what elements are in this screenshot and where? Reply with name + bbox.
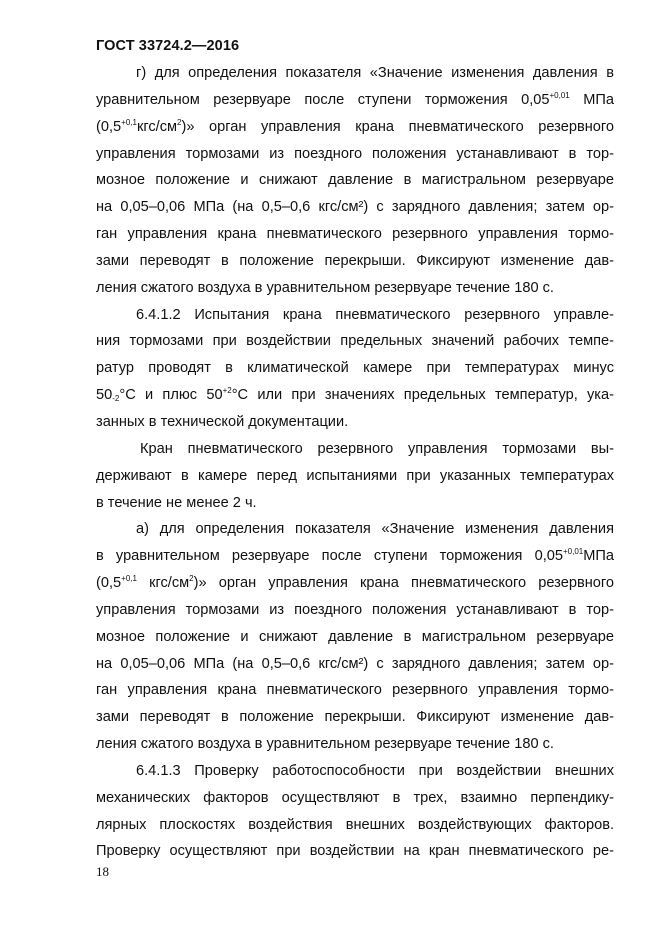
document-header: ГОСТ 33724.2—2016: [96, 38, 240, 54]
text-line: ($0,5^{+0,1}$ кгс/$см^2$)» орган управления крана пневматического резервного: [96, 574, 614, 592]
text-line: г) для определения показателя «Значение изменения давления в: [136, 65, 614, 81]
text-line: Проверку осуществляют при воздействии на кран пневматического ре-: [96, 843, 614, 860]
text-line: уравнительном резервуаре после ступени торможения $0,05^{+0,01}$ МПа: [96, 90, 614, 108]
text-line: мозное положение и снижают давление в магистральном резервуаре: [96, 628, 614, 645]
text-line: зами переводят в положение перекрыши. Фиксируют изменение дав-: [96, 252, 614, 269]
text-line: на 0,05–0,06 МПа (на 0,5–0,6 кгс/см²) с зарядного давления; затем ор-: [96, 199, 614, 216]
text-line: а) для определения показателя «Значение изменения давления: [136, 521, 614, 538]
text-line: в течение не менее 2 ч.: [96, 494, 257, 511]
text-line: Кран пневматического резервного управления тормозами вы-: [140, 440, 614, 457]
text-line: на 0,05–0,06 МПа (на 0,5–0,6 кгс/см²) с зарядного давления; затем ор-: [96, 655, 614, 672]
text-line: 6.4.1.3 Проверку работоспособности при воздействии внешних: [136, 762, 614, 779]
text-line: 6.4.1.2 Испытания крана пневматического резервного управле-: [136, 306, 614, 323]
text-line: ления сжатого воздуха в уравнительном резервуаре течение 180 с.: [96, 736, 554, 753]
text-line: управления тормозами из поездного положения устанавливают в тор-: [96, 145, 614, 162]
text-line: $50_{-2}^\circ С$ и плюс $50^{+2}^\circ С$ или при значениях предельных температур, ука-: [96, 386, 614, 404]
document-body: [96, 60, 614, 865]
text-line: держивают в камере перед испытаниями при указанных температурах: [96, 467, 614, 484]
text-line: ган управления крана пневматического резервного управления тормо-: [96, 682, 614, 699]
text-line: механических факторов осуществляют в трех, взаимно перпендику-: [96, 789, 614, 806]
text-line: ратур проводят в климатической камере при температурах минус: [96, 360, 614, 377]
text-line: $(0,5^{+0,1}кгс/см^2)$» орган управления крана пневматического резервного: [96, 117, 614, 135]
text-line: мозное положение и снижают давление в магистральном резервуаре: [96, 172, 614, 189]
text-line: ган управления крана пневматического резервного управления тормо-: [96, 226, 614, 243]
text-line: лярных плоскостях воздействия внешних воздействующих факторов.: [96, 816, 614, 833]
text-line: занных в технической документации.: [96, 413, 349, 430]
text-line: ления сжатого воздуха в уравнительном резервуаре течение 180 с.: [96, 279, 554, 296]
text-line: в уравнительном резервуаре после ступени торможения $0,05^{+0,01}МПа$: [96, 547, 614, 565]
page-number: 18: [96, 864, 109, 879]
text-line: зами переводят в положение перекрыши. Фиксируют изменение дав-: [96, 709, 614, 726]
text-line: ния тормозами при воздействии предельных значений рабочих темпе-: [96, 333, 614, 350]
text-line: управления тормозами из поездного положения устанавливают в тор-: [96, 601, 614, 618]
